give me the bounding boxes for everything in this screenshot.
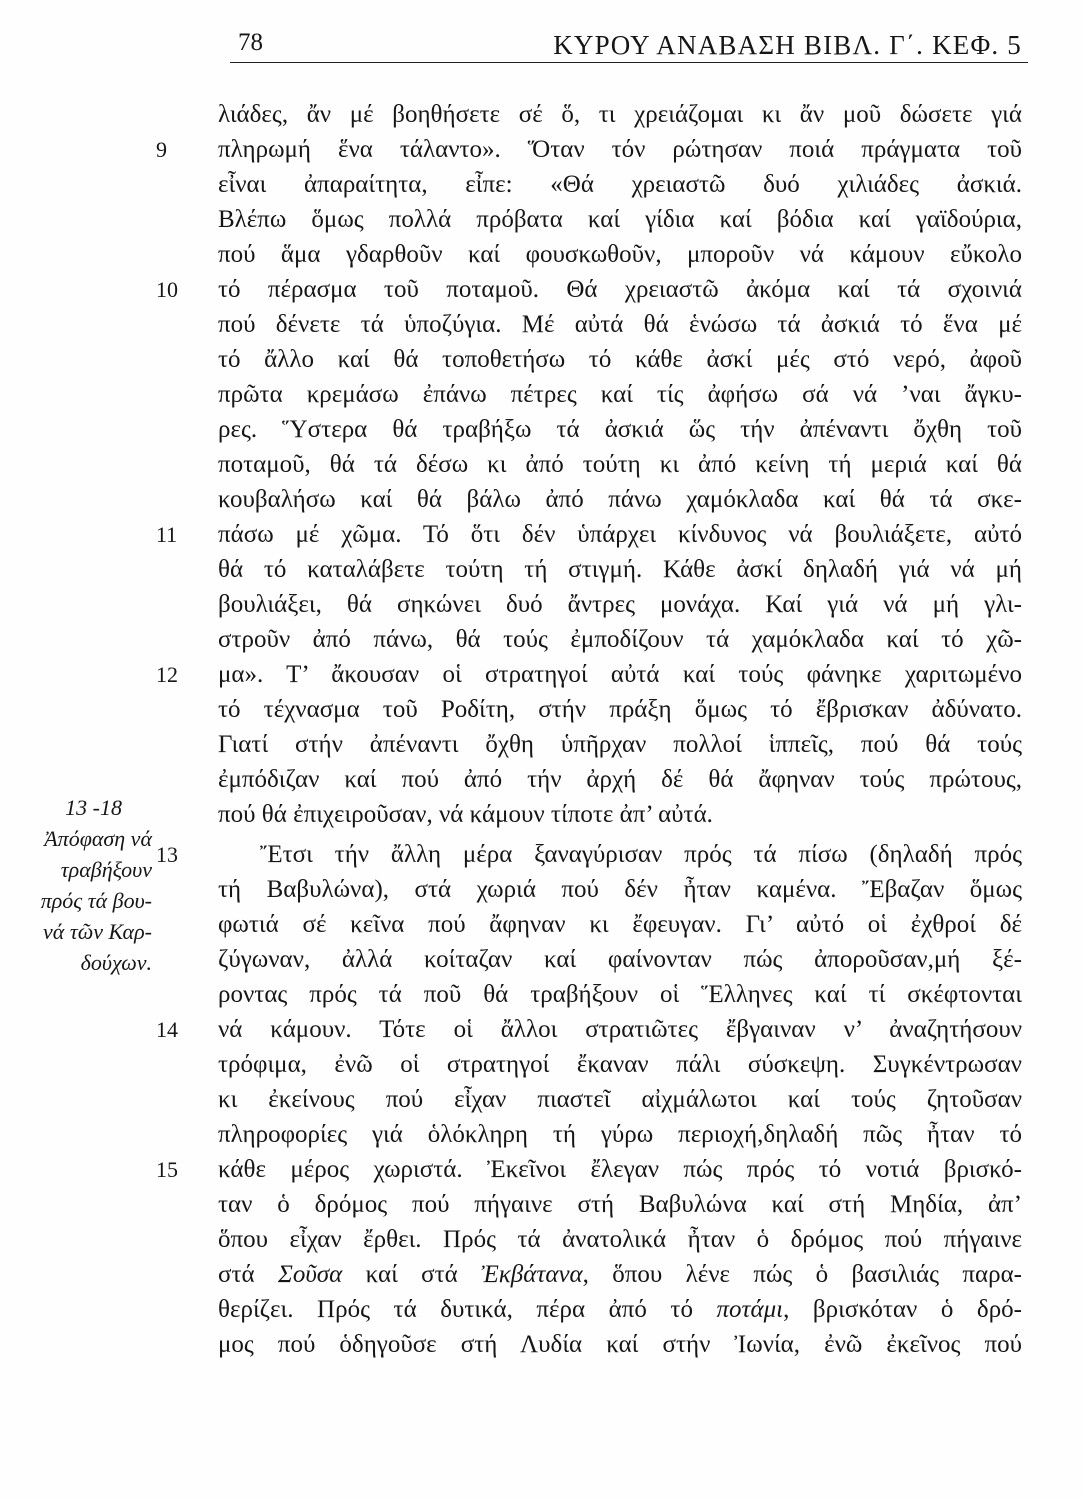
text-run: νά κάμουν. Τότε οἱ ἄλλοι στρατιῶτες ἔβγαιναν ν’ ἀναζητήσουν	[218, 1016, 1022, 1043]
text-run: στροῦν ἀπό πάνω, θά τούς ἐμποδίζουν τά χαμόκλαδα καί τό χῶ-	[218, 626, 1022, 653]
text-run: φωτιά σέ κεῖνα πού ἄφηναν κι ἔφευγαν. Γι’ αὐτό οἱ ἐχθροί δέ	[218, 911, 1022, 938]
section-number: 15	[156, 1157, 178, 1182]
italic-text-run: Σοῦσα	[277, 1261, 343, 1288]
text-run: πού δένετε τά ὑποζύγια. Μέ αὐτά θά ἑνώσω τά ἀσκιά τό ἕνα μέ	[218, 311, 1022, 338]
text-run: λιάδες, ἄν μέ βοηθήσετε σέ ὅ, τι χρειάζομαι κι ἄν μοῦ δώσετε γιά	[218, 101, 1022, 128]
text-line	[218, 202, 1022, 237]
text-run: βουλιάξει, θά σηκώνει δυό ἄντρες μονάχα. Καί γιά νά μή γλι-	[218, 591, 1022, 618]
text-line	[218, 552, 1022, 587]
text-line	[218, 587, 1022, 622]
text-line	[218, 1117, 1022, 1152]
text-line	[218, 1222, 1022, 1257]
text-line	[156, 1152, 1022, 1187]
text-run: ποταμοῦ, θά τά δέσω κι ἀπό τούτη κι ἀπό κείνη τή μεριά καί θά	[218, 451, 1022, 478]
text-line	[218, 727, 1022, 762]
header-rule	[230, 62, 1028, 63]
text-line	[218, 1257, 1022, 1292]
text-run: , βρισκόταν ὁ δρό-	[783, 1296, 1022, 1323]
italic-text-run: ποτάμι	[716, 1296, 784, 1323]
text-run: πληροφορίες γιά ὁλόκληρη τή γύρω περιοχή,δηλαδή πῶς ἦταν τό	[218, 1121, 1022, 1148]
margin-note-line: πρός τά βου-	[40, 888, 152, 913]
text-line	[218, 1082, 1022, 1117]
section-number: 14	[156, 1017, 178, 1042]
text-run: κουβαλήσω καί θά βάλω ἀπό πάνω χαμόκλαδα καί θά τά σκε-	[218, 486, 1022, 513]
margin-note-line: δούχων.	[80, 950, 152, 975]
text-line	[218, 622, 1022, 657]
text-line	[218, 692, 1022, 727]
text-line	[218, 907, 1022, 942]
text-run: Ἔτσι τήν ἄλλη μέρα ξαναγύρισαν πρός τά πίσω (δηλαδή πρός	[260, 841, 1022, 868]
text-run: τό τέχνασμα τοῦ Ροδίτη, στήν πράξη ὅμως τό ἔβρισκαν ἀδύνατο.	[218, 696, 1022, 723]
text-run: μος πού ὁδηγοῦσε στή Λυδία καί στήν Ἰωνία, ἐνῶ ἐκεῖνος πού	[218, 1331, 1022, 1358]
text-line	[218, 1292, 1022, 1327]
text-run: τό πέρασμα τοῦ ποταμοῦ. Θά χρειαστῶ ἀκόμα καί τά σχοινιά	[218, 276, 1022, 303]
margin-note	[28, 792, 152, 978]
text-run: Γιατί στήν ἀπέναντι ὄχθη ὑπῆρχαν πολλοί ἱππεῖς, πού θά τούς	[218, 731, 1022, 758]
text-run: μα». Τ’ ἄκουσαν οἱ στρατηγοί αὐτά καί τούς φάνηκε χαριτωμένο	[218, 661, 1022, 688]
text-line	[218, 977, 1022, 1012]
text-line	[218, 762, 1022, 797]
section-number: 9	[156, 137, 167, 162]
italic-text-run: Ἐκβάτανα	[481, 1261, 583, 1288]
text-line	[156, 837, 1022, 872]
margin-note-line: νά τῶν Καρ-	[43, 919, 152, 944]
text-run: πρῶτα κρεμάσω ἐπάνω πέτρες καί τίς ἀφήσω σά νά ’ναι ἄγκυ-	[218, 381, 1022, 408]
text-line	[156, 132, 1022, 167]
text-line	[218, 1187, 1022, 1222]
text-line	[156, 272, 1022, 307]
text-run: θά τό καταλάβετε τούτη τή στιγμή. Κάθε ἀσκί δηλαδή γιά νά μή	[218, 556, 1022, 583]
text-line	[218, 447, 1022, 482]
text-run: θερίζει. Πρός τά δυτικά, πέρα ἀπό τό	[218, 1296, 717, 1323]
section-number: 11	[156, 522, 178, 547]
text-line	[218, 1327, 1022, 1362]
paragraph	[156, 837, 1022, 1362]
text-line	[218, 167, 1022, 202]
section-number: 12	[156, 662, 178, 687]
text-line	[218, 377, 1022, 412]
text-run: ρες. Ὕστερα θά τραβήξω τά ἀσκιά ὥς τήν ἀπέναντι ὄχθη τοῦ	[218, 416, 1022, 443]
text-run: τό ἄλλο καί θά τοποθετήσω τό κάθε ἀσκί μές στό νερό, ἀφοῦ	[218, 346, 1022, 373]
text-run: καί στά	[342, 1261, 482, 1288]
text-line	[218, 797, 1022, 832]
text-run: ταν ὁ δρόμος πού πήγαινε στή Βαβυλώνα καί στή Μηδία, ἀπ’	[218, 1191, 1022, 1218]
running-title: ΚΥΡΟΥ ΑΝΑΒΑΣΗ ΒΙΒΛ. Γ΄. ΚΕΦ. 5	[553, 30, 1022, 60]
text-run: Βλέπω ὅμως πολλά πρόβατα καί γίδια καί βόδια καί γαϊδούρια,	[218, 206, 1022, 233]
section-number: 10	[156, 277, 178, 302]
text-line	[156, 517, 1022, 552]
text-line	[156, 657, 1022, 692]
text-line	[218, 237, 1022, 272]
text-line	[218, 872, 1022, 907]
text-run: πληρωμή ἕνα τάλαντο». Ὅταν τόν ρώτησαν ποιά πράγματα τοῦ	[218, 136, 1022, 163]
text-run: τή Βαβυλώνα), στά χωριά πού δέν ἦταν καμένα. Ἔβαζαν ὅμως	[218, 876, 1022, 903]
margin-note-line: τραβήξουν	[60, 857, 152, 882]
page-number: 78	[238, 29, 263, 56]
text-run: κι ἐκείνους πού εἶχαν πιαστεῖ αἰχμάλωτοι καί τούς ζητοῦσαν	[218, 1086, 1022, 1113]
text-run: τρόφιμα, ἐνῶ οἱ στρατηγοί ἔκαναν πάλι σύσκεψη. Συγκέντρωσαν	[218, 1051, 1022, 1078]
text-run: πάσω μέ χῶμα. Τό ὅτι δέν ὑπάρχει κίνδυνος νά βουλιάξετε, αὐτό	[218, 521, 1022, 548]
text-run: κάθε μέρος χωριστά. Ἐκεῖνοι ἔλεγαν πώς πρός τό νοτιά βρισκό-	[218, 1156, 1022, 1183]
text-run: ἐμπόδιζαν καί πού ἀπό τήν ἀρχή δέ θά ἄφηναν τούς πρώτους,	[218, 766, 1022, 793]
text-column	[156, 97, 1022, 1362]
text-run: στά	[218, 1261, 278, 1288]
margin-note-line: Ἀπόφαση νά	[44, 826, 152, 851]
text-line	[218, 942, 1022, 977]
text-line	[218, 342, 1022, 377]
text-line	[218, 307, 1022, 342]
text-line	[218, 97, 1022, 132]
text-run: πού ἅμα γδαρθοῦν καί φουσκωθοῦν, μποροῦν νά κάμουν εὔκολο	[218, 241, 1022, 268]
text-run: ὅπου εἶχαν ἔρθει. Πρός τά ἀνατολικά ἦταν ὁ δρόμος πού πήγαινε	[218, 1226, 1022, 1253]
text-run: ροντας πρός τά ποῦ θά τραβήξουν οἱ Ἕλληνες καί τί σκέφτονται	[218, 981, 1022, 1008]
text-line	[218, 1047, 1022, 1082]
text-run: πού θά ἐπιχειροῦσαν, νά κάμουν τίποτε ἀπ’ αὐτά.	[218, 801, 713, 828]
section-number: 13	[156, 842, 178, 867]
text-run: , ὅπου λένε πώς ὁ βασιλιάς παρα-	[582, 1261, 1022, 1288]
text-line	[218, 482, 1022, 517]
paragraph	[156, 97, 1022, 832]
text-line	[156, 1012, 1022, 1047]
text-run: εἶναι ἀπαραίτητα, εἶπε: «Θά χρειαστῶ δυό χιλιάδες ἀσκιά.	[218, 171, 1022, 198]
margin-note-range: 13 -18	[65, 795, 122, 820]
text-run: ζύγωναν, ἀλλά κοίταζαν καί φαίνονταν πώς ἀποροῦσαν,μή ξέ-	[218, 946, 1022, 973]
text-line	[218, 412, 1022, 447]
